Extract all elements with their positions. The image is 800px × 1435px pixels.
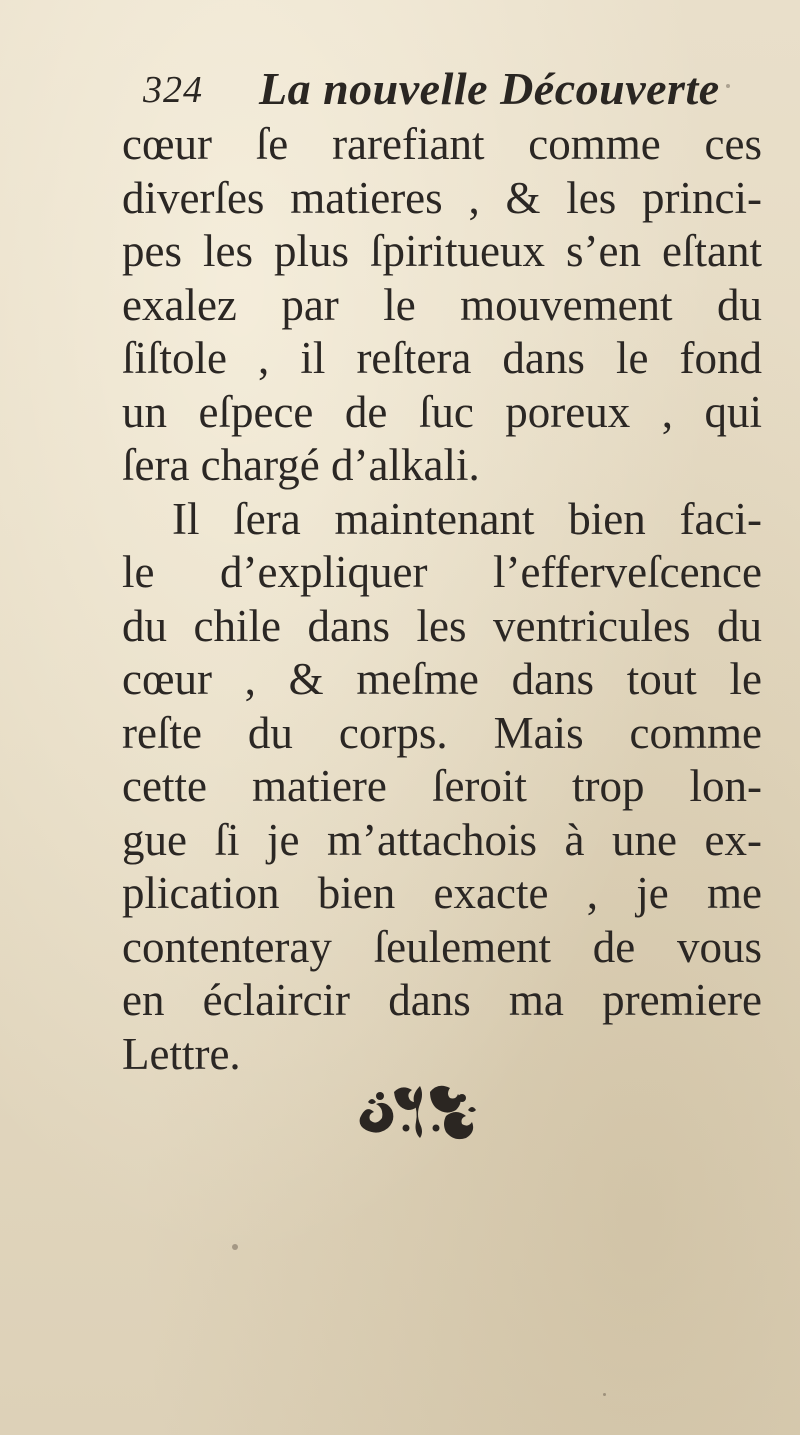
text-line: gue ſi je m’attachois à une ex- [122,814,762,865]
text-line: reſte du corps. Mais comme [122,707,762,758]
text-line: un eſpece de ſuc poreux , qui [122,386,762,437]
text-line: ſiſtole , il reſtera dans le fond [122,333,762,383]
running-head [143,62,743,114]
text-line: pes les plus ſpiritueux s’en eſtant [122,226,762,276]
body-text [122,118,762,1081]
text-line: le d’expliquer l’efferveſcence [122,547,762,597]
paragraph-start-line: Il ſera maintenant bien faci- [172,493,762,544]
text-line: exalez par le mouvement du [122,279,762,330]
text-line: cette matiere ſeroit trop lon- [122,761,762,811]
text-line: du chile dans les ventricules du [122,600,762,651]
text-line: en éclaircir dans ma premiere [122,975,762,1025]
running-title: La nouvelle Découverte [259,63,720,114]
fleuron-ornament-icon [350,1078,490,1142]
text-line: ſera chargé d’alkali. [122,440,480,490]
text-line: contenteray ſeulement de vous [122,921,762,972]
ink-speck [603,1393,606,1396]
text-line: plication bien exacte , je me [122,868,762,918]
ink-speck [232,1244,238,1250]
page-number: 324 [143,69,203,111]
ink-speck [726,84,730,88]
text-line: Lettre. [122,1028,241,1079]
text-line: diverſes matieres , & les princi- [122,172,762,223]
text-line: cœur ſe rarefiant comme ces [122,119,762,169]
text-line: cœur , & meſme dans tout le [122,654,762,704]
